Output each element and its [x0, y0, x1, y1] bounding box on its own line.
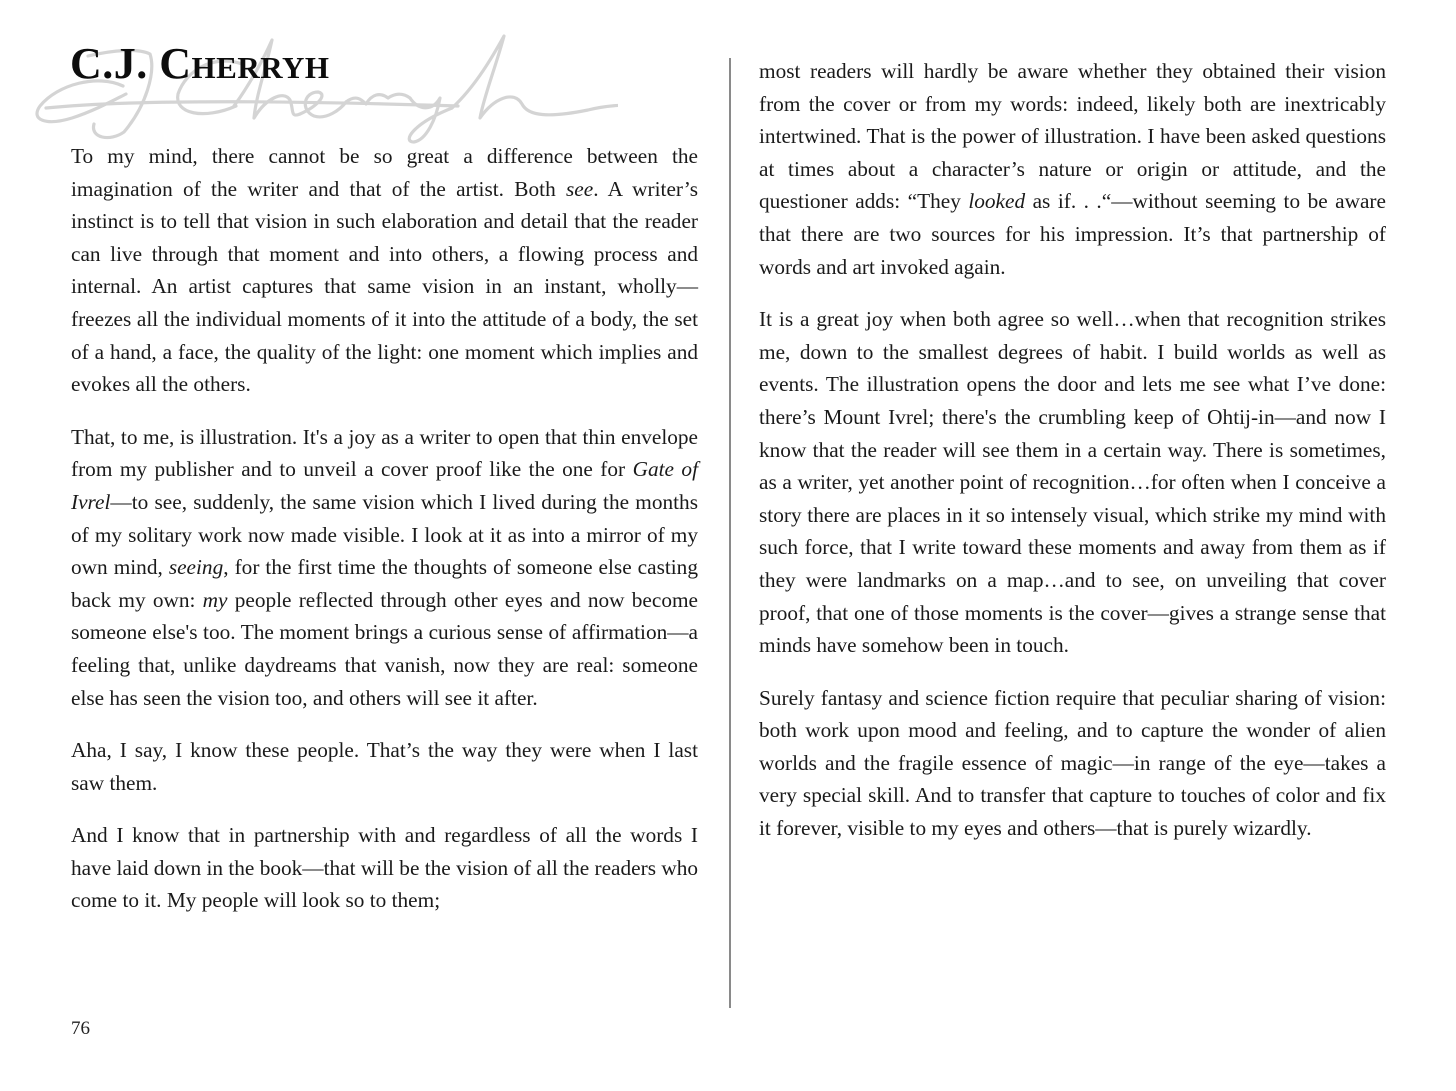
italic-emphasis: seeing — [168, 555, 224, 580]
paragraph-text: people reflected through other eyes and now become someone else's too. The moment brings a curious sense of affirmation—a feeling that, unlike daydreams that vanish, now they are real: someone else has seen the vision too, and others will see it after. — [71, 587, 698, 710]
paragraph — [71, 140, 698, 401]
paragraph-text: To my mind, there cannot be so great a difference between the imagination of the writer and that of the artist. Both — [71, 144, 698, 201]
paragraph-text: as if. . .“—without seeming to be aware that there are two sources for his impression. It’s that partnership of words and art invoked again. — [759, 189, 1386, 279]
paragraph: It is a great joy when both agree so well…when that recognition strikes me, down to the smallest degrees of habit. I build worlds as well as events. The illustration opens the door and lets me see what I’ve done: there’s Mount Ivrel; there's the crumbling keep of Ohtij-in—and now I know that the reader will see them in a certain way. There is sometimes, as a writer, yet another point of recognition…for often when I conceive a story there are places in it so intensely visual, which strike my mind with such force, that I write toward these moments and away from them as if they were landmarks on a map…and to see, on unveiling that cover proof, that one of those moments is the cover—gives a strange sense that minds have somehow been in touch. — [759, 307, 1386, 658]
paragraph — [759, 55, 1386, 283]
author-heading: C.J. Cherryh — [70, 39, 330, 88]
paragraph-text: , for the first time the thoughts of someone else casting back my own: — [71, 555, 698, 612]
paragraph-text: most readers will hardly be aware whether they obtained their vision from the cover or from my words: indeed, likely both are inextricably intertwined. That is the power of illustration. I have been asked questions at times about a character’s nature or origin or attitude, and the questioner adds: “They — [759, 59, 1386, 214]
paragraph: Surely fantasy and science fiction require that peculiar sharing of vision: both work upon mood and feeling, and to capture the wonder of alien worlds and the fragile essence of magic—in range of the eye—takes a very special skill. And to transfer that capture to touches of color and fix it forever, visible to my eyes and others—that is purely wizardly. — [759, 685, 1386, 841]
italic-emphasis: my — [202, 587, 228, 612]
paragraph: And I know that in partnership with and regardless of all the words I have laid down in the book—that will be the vision of all the readers who come to it. My people will look so to them; — [71, 823, 698, 913]
paragraph-text: —to see, suddenly, the same vision which I lived during the months of my solitary work now made visible. I look at it as into a mirror of my own mind, — [71, 489, 698, 580]
paragraph-text: That, to me, is illustration. It's a joy as a writer to open that thin envelope from my publisher and to unveil a cover proof like the one for — [71, 424, 698, 482]
page-number: 76 — [71, 1018, 90, 1039]
left-text-column — [71, 140, 698, 937]
paragraph-text: . A writer’s instinct is to tell that vision in such elaboration and detail that the reader can live through that moment and into others, a flowing process and internal. An artist captures that same vision in an instant, wholly—freezes all the individual moments of it into the attitude of a body, the set of a hand, a face, the quality of the light: one moment which implies and evokes all the others. — [71, 176, 698, 397]
right-text-column — [759, 55, 1386, 865]
book-title: Gate of Ivrel — [71, 457, 698, 514]
italic-emphasis: see — [566, 176, 594, 201]
column-divider — [729, 58, 731, 1008]
paragraph: Aha, I say, I know these people. That’s the way they were when I last saw them. — [71, 738, 698, 795]
italic-emphasis: looked — [968, 189, 1026, 214]
paragraph — [71, 421, 698, 714]
